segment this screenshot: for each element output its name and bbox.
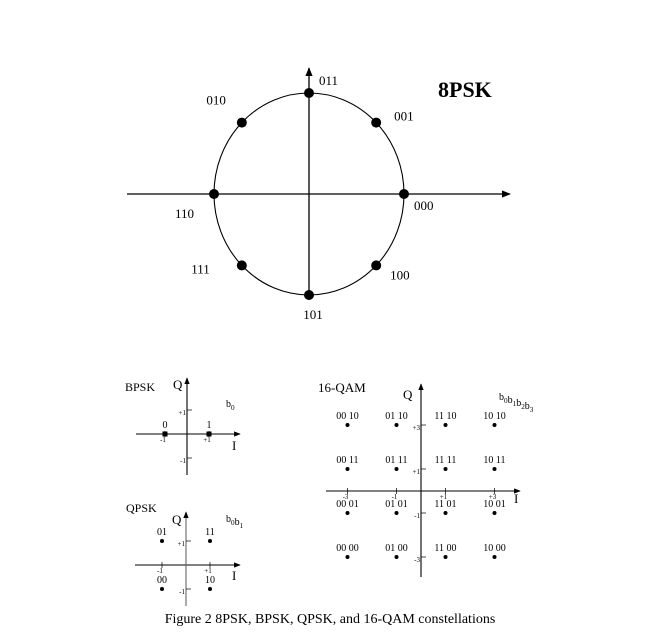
point-label: 10 — [205, 575, 215, 586]
constellation-point — [399, 189, 409, 199]
constellation-point — [163, 432, 168, 437]
x-tick-label: -3 — [342, 493, 349, 501]
constellation-point — [160, 587, 164, 591]
point-label: 01 00 — [385, 543, 408, 554]
point-label: 101 — [303, 307, 323, 322]
constellation-point — [237, 260, 247, 270]
point-label: 001 — [394, 108, 414, 124]
point-label: 10 11 — [483, 455, 506, 466]
constellation-point — [444, 511, 448, 515]
x-tick-label: +1 — [203, 436, 211, 444]
constellation-point — [493, 511, 497, 515]
x-tick-label: +1 — [204, 567, 212, 575]
point-label: 100 — [390, 267, 410, 283]
i-axis-label: I — [232, 568, 237, 583]
point-label: 00 01 — [336, 499, 359, 510]
point-label: 11 00 — [434, 543, 457, 554]
16qam-diagram — [318, 380, 534, 577]
i-axis-label: I — [514, 491, 519, 506]
q-axis-label: Q — [173, 377, 183, 392]
point-label: 111 — [191, 261, 210, 277]
point-label: 11 10 — [434, 411, 457, 422]
constellation-point — [395, 467, 399, 471]
constellation-point — [395, 511, 399, 515]
constellation-point — [208, 539, 212, 543]
figure-caption: Figure 2 8PSK, BPSK, QPSK, and 16-QAM constellations — [164, 612, 496, 627]
point-label: 010 — [206, 92, 226, 108]
q-axis-label: Q — [403, 387, 413, 402]
q-axis-label: Q — [172, 512, 182, 527]
point-label: 10 10 — [483, 411, 506, 422]
y-tick-label: -1 — [180, 457, 186, 465]
y-tick-label: +3 — [412, 424, 420, 432]
y-tick-label: +1 — [178, 409, 186, 417]
x-tick-label: -1 — [391, 493, 398, 501]
8psk-title: 8PSK — [438, 77, 492, 102]
bit-order-label: $b_0b_1$ — [226, 514, 244, 530]
point-label: 10 00 — [483, 543, 506, 554]
qpsk-diagram — [126, 501, 244, 606]
x-tick-label: -1 — [157, 567, 163, 575]
point-label: 11 01 — [434, 499, 457, 510]
constellation-point — [493, 423, 497, 427]
point-label: 00 10 — [336, 411, 359, 422]
panel-title: BPSK — [125, 380, 156, 394]
panel-title: 16-QAM — [318, 380, 366, 395]
constellation-point — [304, 290, 314, 300]
point-label: 11 11 — [434, 455, 457, 466]
8psk-diagram — [127, 68, 510, 322]
bpsk-diagram — [125, 377, 240, 475]
constellation-point — [208, 587, 212, 591]
constellation-point — [371, 118, 381, 128]
point-label: 0 — [162, 420, 168, 431]
panel-title: QPSK — [126, 501, 157, 515]
constellation-point — [371, 260, 381, 270]
constellation-point — [346, 467, 350, 471]
y-tick-label: +1 — [412, 468, 420, 476]
point-label: 01 01 — [385, 499, 408, 510]
point-label: 000 — [414, 198, 434, 213]
i-axis-label: I — [232, 438, 237, 453]
y-tick-label: -1 — [414, 512, 420, 520]
bit-order-label: $b_0b_1b_2b_3$ — [499, 392, 534, 414]
constellation-point — [444, 423, 448, 427]
point-label: 01 11 — [385, 455, 408, 466]
constellation-point — [304, 88, 314, 98]
point-label: 1 — [206, 420, 212, 431]
point-label: 11 — [205, 527, 215, 538]
constellation-point — [346, 555, 350, 559]
constellation-point — [207, 432, 212, 437]
point-label: 01 — [157, 527, 167, 538]
constellation-point — [395, 423, 399, 427]
constellation-point — [493, 555, 497, 559]
constellation-point — [444, 467, 448, 471]
bit-order-label: $b_0$ — [226, 399, 235, 412]
x-tick-label: +1 — [439, 493, 448, 501]
point-label: 01 10 — [385, 411, 408, 422]
point-label: 00 00 — [336, 543, 359, 554]
constellation-point — [444, 555, 448, 559]
point-label: 00 — [157, 575, 167, 586]
y-tick-label: -3 — [414, 556, 420, 564]
constellation-point — [346, 511, 350, 515]
constellation-point — [237, 118, 247, 128]
constellation-point — [346, 423, 350, 427]
constellation-point — [160, 539, 164, 543]
x-tick-label: +3 — [488, 493, 497, 501]
y-tick-label: -1 — [179, 588, 185, 596]
x-tick-label: -1 — [160, 436, 166, 444]
constellation-point — [493, 467, 497, 471]
point-label: 10 01 — [483, 499, 506, 510]
constellation-point — [209, 189, 219, 199]
point-label: 110 — [174, 206, 194, 221]
point-label: 00 11 — [336, 455, 359, 466]
y-tick-label: +1 — [177, 540, 185, 548]
point-label: 011 — [319, 73, 339, 88]
constellation-point — [395, 555, 399, 559]
